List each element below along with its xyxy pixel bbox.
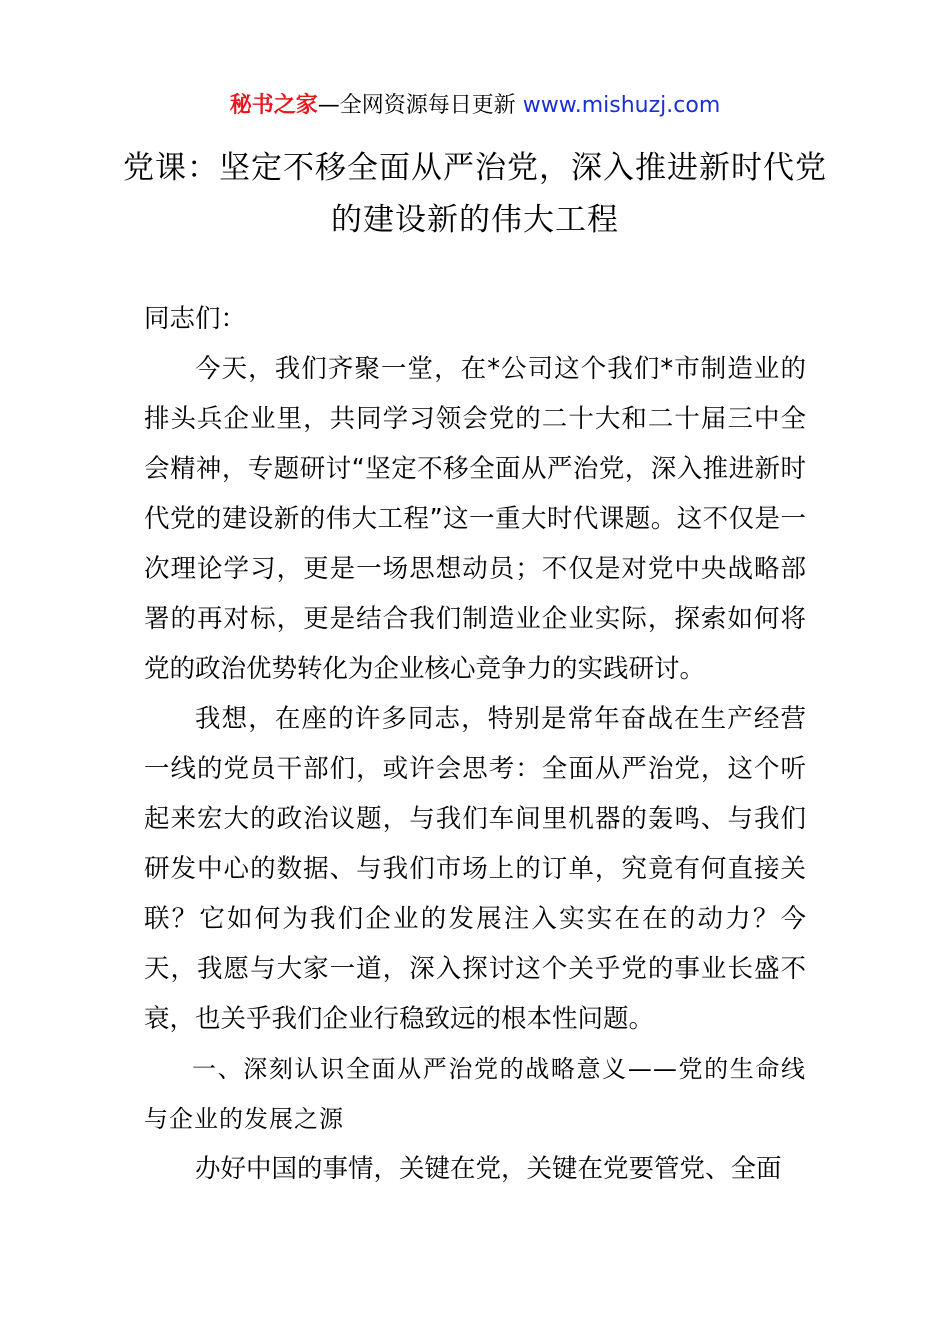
document-body	[144, 294, 806, 1194]
paragraph-2: 我想，在座的许多同志，特别是常年奋战在生产经营一线的党员干部们，或许会思考：全面从严治党，这个听起来宏大的政治议题，与我们车间里机器的轰鸣、与我们研发中心的数据、与我们市场上的订单，究竟有何直接关联？它如何为我们企业的发展注入实实在在的动力？今天，我愿与大家一道，深入探讨这个关乎党的事业长盛不衰，也关乎我们企业行稳致远的根本性问题。	[144, 704, 806, 1034]
document-title: 党课：坚定不移全面从严治党，深入推进新时代党的建设新的伟大工程	[123, 150, 827, 238]
paragraph-1: 今天，我们齐聚一堂，在*公司这个我们*市制造业的排头兵企业里，共同学习领会党的二十大和二十届三中全会精神，专题研讨“坚定不移全面从严治党，深入推进新时代党的建设新的伟大工程”这一重大时代课题。这不仅是一次理论学习，更是一场思想动员；不仅是对党中央战略部署的再对标，更是结合我们制造业企业实际，探索如何将党的政治优势转化为企业核心竞争力的实践研讨。	[144, 354, 806, 684]
site-url[interactable]: www.mishuzj.com	[522, 93, 721, 118]
salutation: 同志们：	[144, 304, 247, 334]
brand-name: 秘书之家	[229, 93, 318, 118]
section-heading: 一、深刻认识全面从严治党的战略意义——党的生命线与企业的发展之源	[144, 1055, 806, 1133]
site-header	[0, 90, 950, 122]
site-slogan: —全网资源每日更新	[317, 93, 516, 118]
paragraph-3: 办好中国的事情，关键在党，关键在党要管党、全面	[195, 1154, 782, 1184]
